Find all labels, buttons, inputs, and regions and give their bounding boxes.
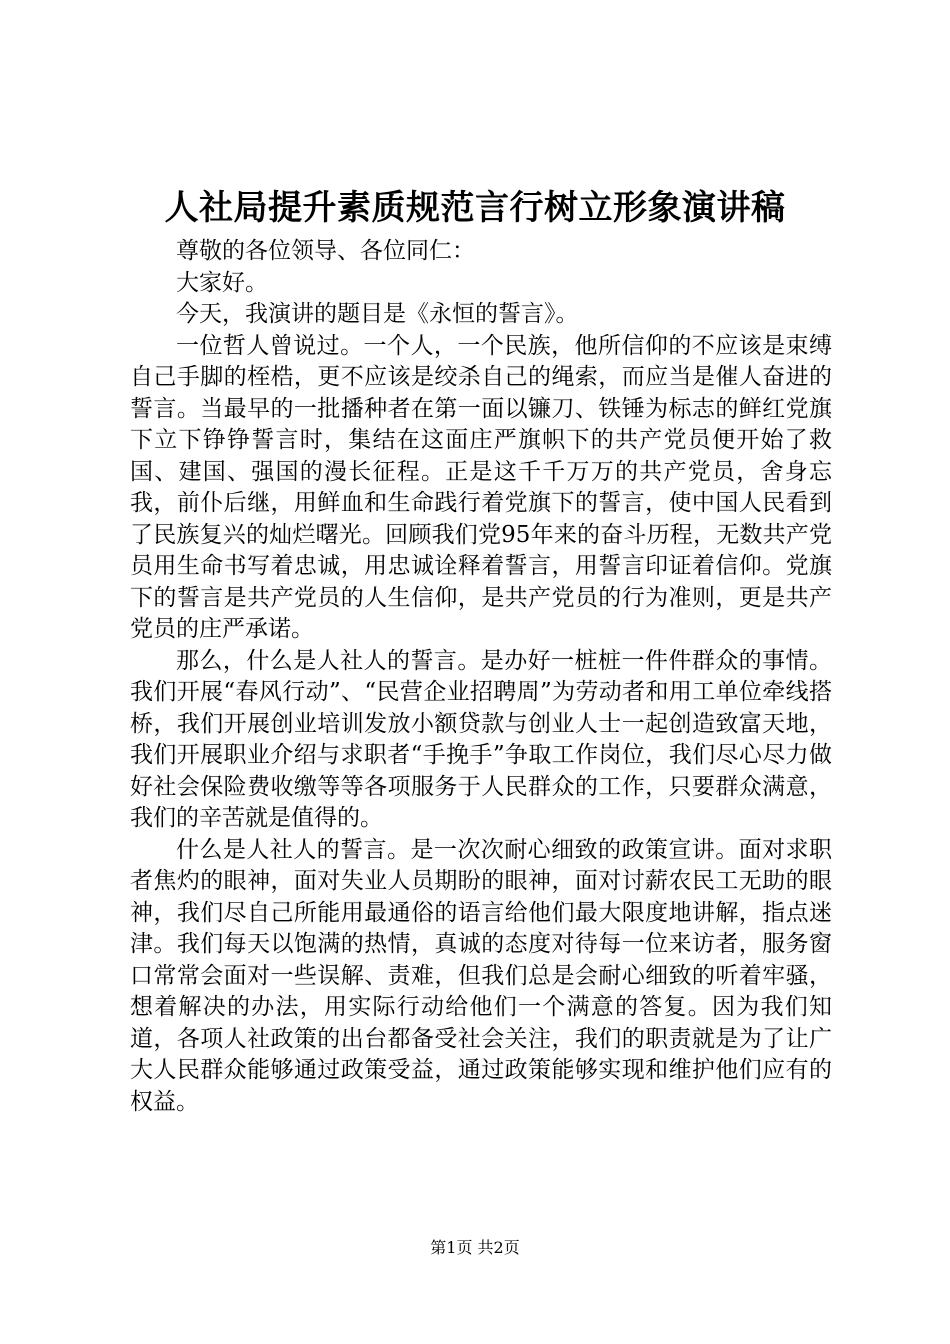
body-paragraph: 那么，什么是人社人的誓言。是办好一桩桩一件件群众的事情。我们开展“春风行动”、“民营企业招聘周”为劳动者和用工单位牵线搭桥，我们开展创业培训发放小额贷款与创业人士一起创造致富天地，我们开展职业介绍与求职者“手挽手”争取工作岗位，我们尽心尽力做好社会保险费收缴等等各项服务于人民群众的工作，只要群众满意，我们的辛苦就是值得的。 (130, 647, 832, 831)
document-body (130, 236, 832, 1118)
salutation-paragraph: 尊敬的各位领导、各位同仁： (176, 238, 475, 264)
body-paragraph: 一位哲人曾说过。一个人，一个民族，他所信仰的不应该是束缚自己手脚的桎梏，更不应该是绞杀自己的绳索，而应当是催人奋进的誓言。当最早的一批播种者在第一面以镰刀、铁锤为标志的鲜红党旗下立下铮铮誓言时，集结在这面庄严旗帜下的共产党员便开始了救国、建国、强国的漫长征程。正是这千千万万的共产党员，舍身忘我，前仆后继，用鲜血和生命践行着党旗下的誓言，使中国人民看到了民族复兴的灿烂曙光。回顾我们党95年来的奋斗历程，无数共产党员用生命书写着忠诚，用忠诚诠释着誓言，用誓言印证着信仰。党旗下的誓言是共产党员的人生信仰，是共产党员的行为准则，更是共产党员的庄严承诺。 (130, 332, 832, 642)
page-footer: 第1页 共2页 (430, 1238, 520, 1257)
body-paragraph: 什么是人社人的誓言。是一次次耐心细致的政策宣讲。面对求职者焦灼的眼神，面对失业人员期盼的眼神，面对讨薪农民工无助的眼神，我们尽自己所能用最通俗的语言给他们最大限度地讲解，指点迷津。我们每天以饱满的热情，真诚的态度对待每一位来访者，服务窗口常常会面对一些误解、责难，但我们总是会耐心细致的听着牢骚，想着解决的办法，用实际行动给他们一个满意的答复。因为我们知道，各项人社政策的出台都备受社会关注，我们的职责就是为了让广大人民群众能够通过政策受益，通过政策能够实现和维护他们应有的权益。 (130, 836, 832, 1115)
document-title: 人社局提升素质规范言行树立形象演讲稿 (164, 188, 786, 228)
topic-paragraph: 今天，我演讲的题目是《永恒的誓言》。 (176, 301, 579, 327)
greeting-paragraph: 大家好。 (176, 269, 268, 296)
